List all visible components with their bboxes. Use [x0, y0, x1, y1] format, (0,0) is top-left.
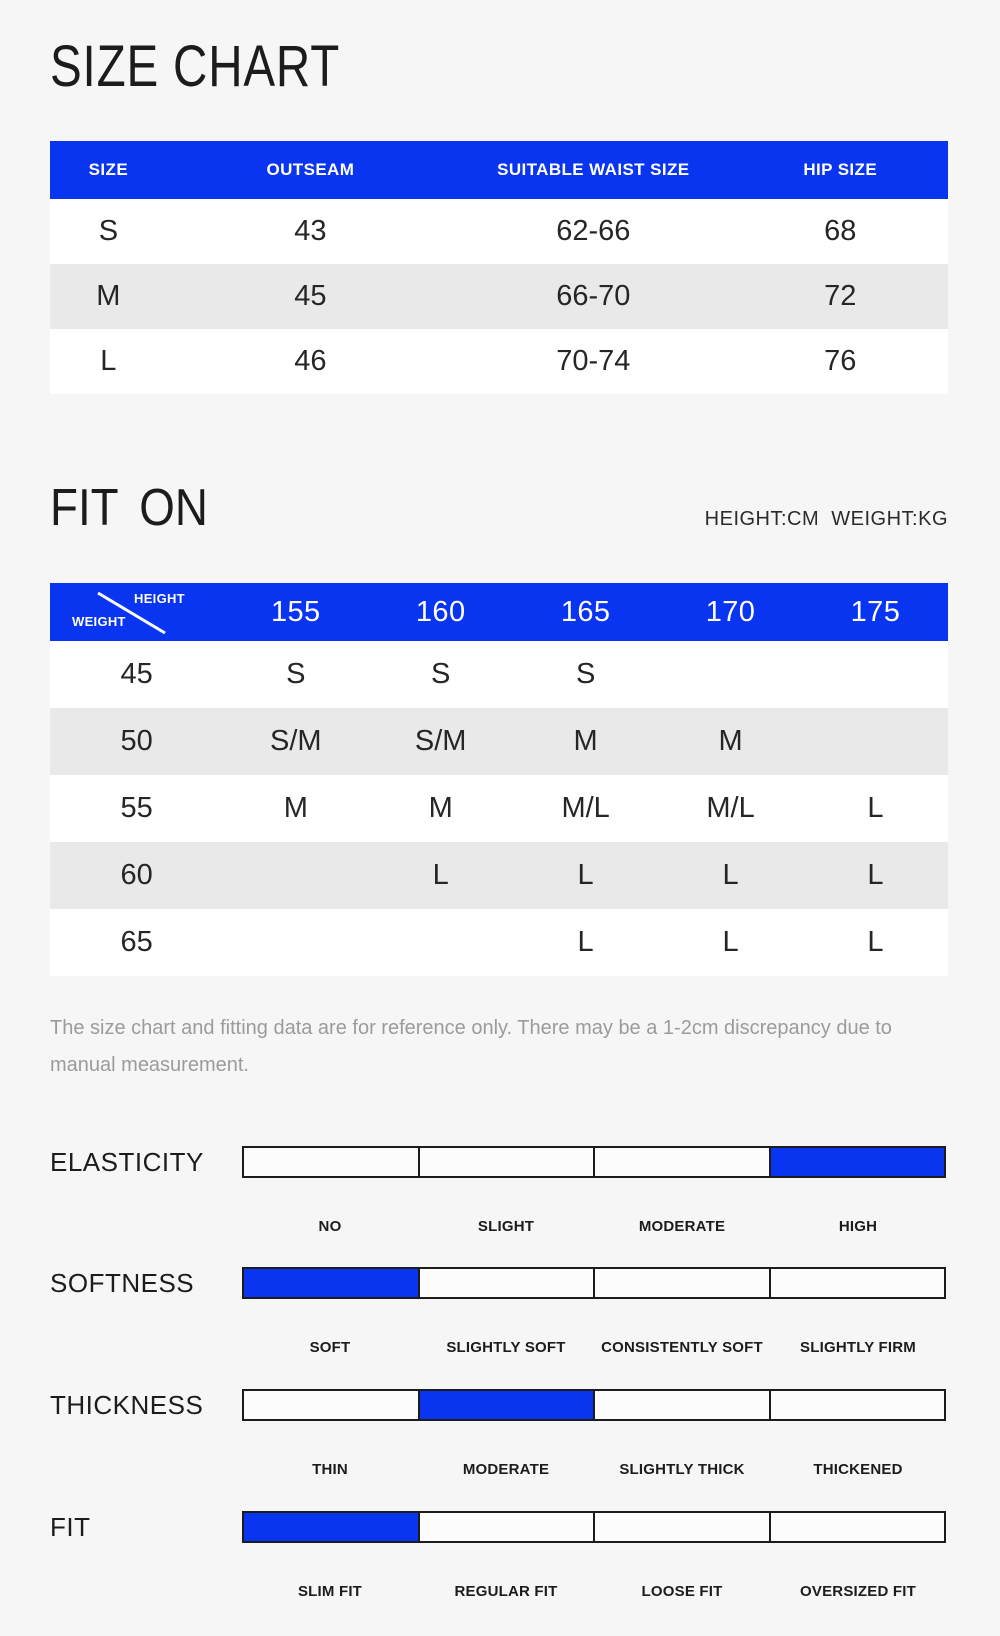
- corner-label-weight: WEIGHT: [72, 614, 126, 629]
- option-label: HIGH: [838, 1218, 878, 1235]
- scale-segment-selected: [418, 1389, 596, 1421]
- option-label: MODERATE: [462, 1461, 550, 1478]
- fit-cell: M/L: [561, 792, 610, 824]
- scale-segment: [593, 1146, 771, 1178]
- attribute-elasticity: [50, 1146, 948, 1241]
- col-header-height-165: 165: [560, 595, 611, 628]
- col-header-hip: HIP SIZE: [803, 160, 878, 179]
- fit-row-55: [50, 775, 948, 842]
- weight-cell: 55: [120, 792, 153, 824]
- option-label: LOOSE FIT: [641, 1583, 723, 1600]
- fit-cell: M: [283, 792, 308, 824]
- table-row-m: [50, 264, 948, 329]
- cell-outseam: 43: [294, 215, 327, 247]
- option-label: SLIM FIT: [297, 1583, 363, 1600]
- cell-outseam: 46: [294, 345, 327, 377]
- cell-waist: 66-70: [556, 280, 631, 312]
- fit-cell: M/L: [706, 792, 755, 824]
- scale-segment: [418, 1267, 596, 1299]
- fit-cell: L: [867, 926, 884, 958]
- fit-row-45: [50, 641, 948, 708]
- size-chart-title: SIZE CHART: [50, 34, 341, 99]
- fit-cell: L: [867, 859, 884, 891]
- fit-on-units-label: HEIGHT:CM WEIGHT:KG: [704, 508, 948, 530]
- scale-segment: [418, 1146, 596, 1178]
- option-label: SLIGHTLY FIRM: [800, 1339, 916, 1356]
- fit-cell: S/M: [414, 725, 467, 757]
- attribute-thickness: [50, 1389, 948, 1484]
- attribute-label: FIT: [50, 1512, 91, 1542]
- option-label: SLIGHT: [477, 1218, 535, 1235]
- fit-option-labels: [242, 1583, 946, 1600]
- softness-scale-bar: [242, 1267, 946, 1299]
- scale-segment: [418, 1511, 596, 1543]
- weight-cell: 60: [120, 859, 153, 891]
- fit-on-title: FIT ON: [50, 479, 208, 537]
- scale-segment-selected: [242, 1511, 420, 1543]
- size-chart-table: [50, 141, 948, 394]
- col-header-outseam: OUTSEAM: [266, 160, 355, 179]
- attribute-label: ELASTICITY: [50, 1147, 204, 1177]
- cell-waist: 62-66: [556, 215, 631, 247]
- table-row-l: [50, 329, 948, 394]
- scale-segment: [242, 1146, 420, 1178]
- scale-segment: [769, 1511, 947, 1543]
- option-label: REGULAR FIT: [454, 1583, 558, 1600]
- table-row-s: [50, 199, 948, 264]
- option-label: NO: [318, 1218, 342, 1235]
- fit-cell: L: [867, 792, 884, 824]
- fit-scale-bar: [242, 1511, 946, 1543]
- fit-cell: L: [577, 926, 594, 958]
- cell-hip: 72: [824, 280, 857, 312]
- size-chart-header-row: [50, 141, 948, 199]
- fit-cell: L: [432, 859, 449, 891]
- cell-outseam: 45: [294, 280, 327, 312]
- col-header-waist: SUITABLE WAIST SIZE: [497, 160, 690, 179]
- fit-cell: M: [718, 725, 743, 757]
- scale-segment-selected: [242, 1267, 420, 1299]
- elasticity-option-labels: [242, 1218, 946, 1235]
- weight-cell: 50: [120, 725, 153, 757]
- option-label: THIN: [312, 1461, 348, 1478]
- cell-size: M: [96, 280, 121, 312]
- attribute-fit: [50, 1511, 948, 1606]
- weight-cell: 65: [120, 926, 153, 958]
- fit-cell: M: [573, 725, 598, 757]
- option-label: CONSISTENTLY SOFT: [601, 1339, 763, 1356]
- thickness-option-labels: [242, 1461, 946, 1478]
- cell-hip: 68: [824, 215, 857, 247]
- fit-row-50: [50, 708, 948, 775]
- corner-label-height: HEIGHT: [134, 591, 185, 606]
- option-label: SOFT: [309, 1339, 351, 1356]
- option-label: SLIGHTLY SOFT: [446, 1339, 566, 1356]
- scale-segment: [242, 1389, 420, 1421]
- thickness-scale-bar: [242, 1389, 946, 1421]
- attribute-softness: [50, 1267, 948, 1362]
- height-weight-corner-cell: [50, 583, 223, 641]
- col-header-height-160: 160: [415, 595, 466, 628]
- fit-cell: S: [286, 658, 306, 690]
- fit-cell: L: [722, 926, 739, 958]
- fit-on-header-row: [50, 583, 948, 641]
- fit-cell: L: [722, 859, 739, 891]
- weight-cell: 45: [120, 658, 153, 690]
- cell-waist: 70-74: [556, 345, 631, 377]
- fit-cell: S/M: [269, 725, 322, 757]
- fit-row-65: [50, 909, 948, 976]
- scale-segment-selected: [769, 1146, 947, 1178]
- col-header-height-175: 175: [850, 595, 901, 628]
- fit-on-table: [50, 583, 948, 976]
- fit-cell: L: [577, 859, 594, 891]
- option-label: THICKENED: [813, 1461, 903, 1478]
- softness-option-labels: [242, 1339, 946, 1356]
- scale-segment: [593, 1267, 771, 1299]
- col-header-size: SIZE: [88, 160, 129, 179]
- fit-cell: S: [431, 658, 451, 690]
- option-label: SLIGHTLY THICK: [619, 1461, 745, 1478]
- option-label: MODERATE: [638, 1218, 726, 1235]
- cell-size: L: [100, 345, 117, 377]
- fit-cell: S: [575, 658, 596, 690]
- attribute-label: THICKNESS: [50, 1390, 204, 1420]
- fit-cell: M: [428, 792, 453, 824]
- scale-segment: [593, 1389, 771, 1421]
- scale-segment: [769, 1389, 947, 1421]
- option-label: OVERSIZED FIT: [800, 1583, 916, 1600]
- cell-size: S: [98, 215, 119, 247]
- fit-row-60: [50, 842, 948, 909]
- cell-hip: 76: [824, 345, 857, 377]
- scale-segment: [769, 1267, 947, 1299]
- disclaimer-text: The size chart and fitting data are for reference only. There may be a 1-2cm discrepancy due to manual measurement.: [50, 1017, 892, 1076]
- col-header-height-170: 170: [705, 595, 756, 628]
- elasticity-scale-bar: [242, 1146, 946, 1178]
- col-header-height-155: 155: [270, 595, 321, 628]
- attribute-label: SOFTNESS: [50, 1268, 195, 1298]
- scale-segment: [593, 1511, 771, 1543]
